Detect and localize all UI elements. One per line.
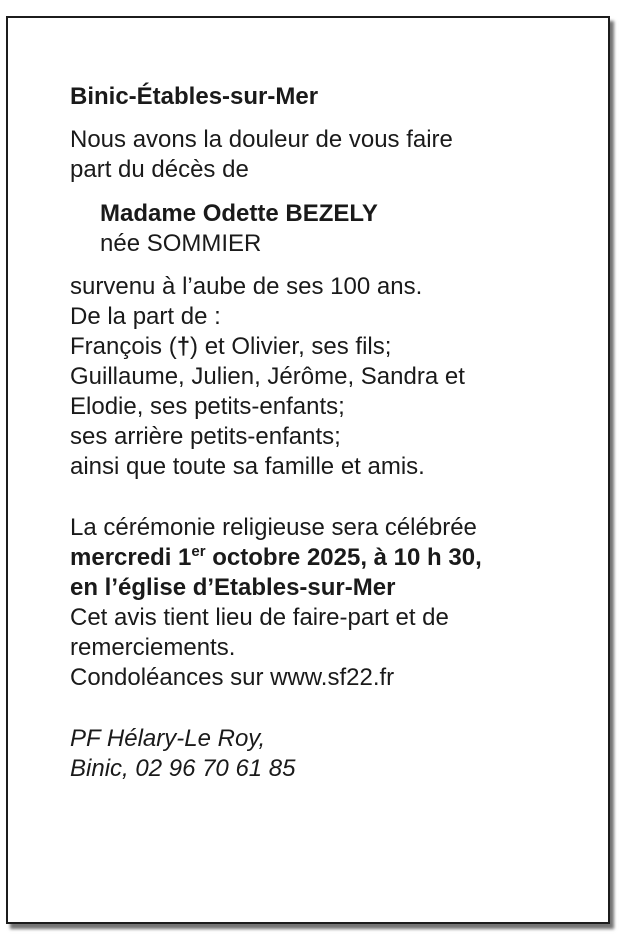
grandchildren-line-1: Guillaume, Julien, Jérôme, Sandra et — [70, 363, 465, 390]
intro-text — [70, 125, 578, 185]
deceased-name: Madame Odette BEZELY — [100, 200, 378, 227]
town-heading: Binic-Étables-sur-Mer — [70, 83, 319, 110]
ceremony-date — [70, 543, 578, 573]
ceremony-details — [70, 513, 578, 693]
from-line: De la part de : — [70, 303, 221, 330]
notice-line: Cet avis tient lieu de faire-part et de — [70, 604, 449, 631]
funeral-home-name: PF Hélary-Le Roy, — [70, 725, 266, 752]
date-prefix: mercredi 1 — [70, 544, 192, 571]
family-details — [70, 272, 578, 482]
grandchildren-line-2: Elodie, ses petits-enfants; — [70, 393, 345, 420]
date-ordinal: er — [191, 543, 206, 560]
funeral-home — [70, 724, 578, 784]
sons-line — [70, 332, 578, 362]
condolences-line: Condoléances sur www.sf22.fr — [70, 664, 395, 691]
intro-line-2: part du décès de — [70, 156, 249, 183]
maiden-name: née SOMMIER — [100, 230, 262, 257]
great-grandchildren-line: ses arrière petits-enfants; — [70, 423, 341, 450]
age-line: survenu à l’aube de ses 100 ans. — [70, 273, 423, 300]
deceased-block — [100, 199, 578, 259]
sons-text-end: ) et Olivier, ses fils; — [190, 333, 392, 360]
ceremony-intro: La cérémonie religieuse sera célébrée — [70, 514, 477, 541]
thanks-line: remerciements. — [70, 634, 236, 661]
cross-icon: † — [176, 333, 191, 360]
funeral-home-contact: Binic, 02 96 70 61 85 — [70, 755, 296, 782]
date-suffix: octobre 2025, à 10 h 30, — [205, 544, 482, 571]
family-friends-line: ainsi que toute sa famille et amis. — [70, 453, 425, 480]
obituary-notice — [6, 16, 610, 924]
sons-text-start: François ( — [70, 333, 177, 360]
intro-line-1: Nous avons la douleur de vous faire — [70, 126, 453, 153]
notice-content — [70, 82, 578, 784]
ceremony-place: en l’église d’Etables-sur-Mer — [70, 574, 396, 601]
